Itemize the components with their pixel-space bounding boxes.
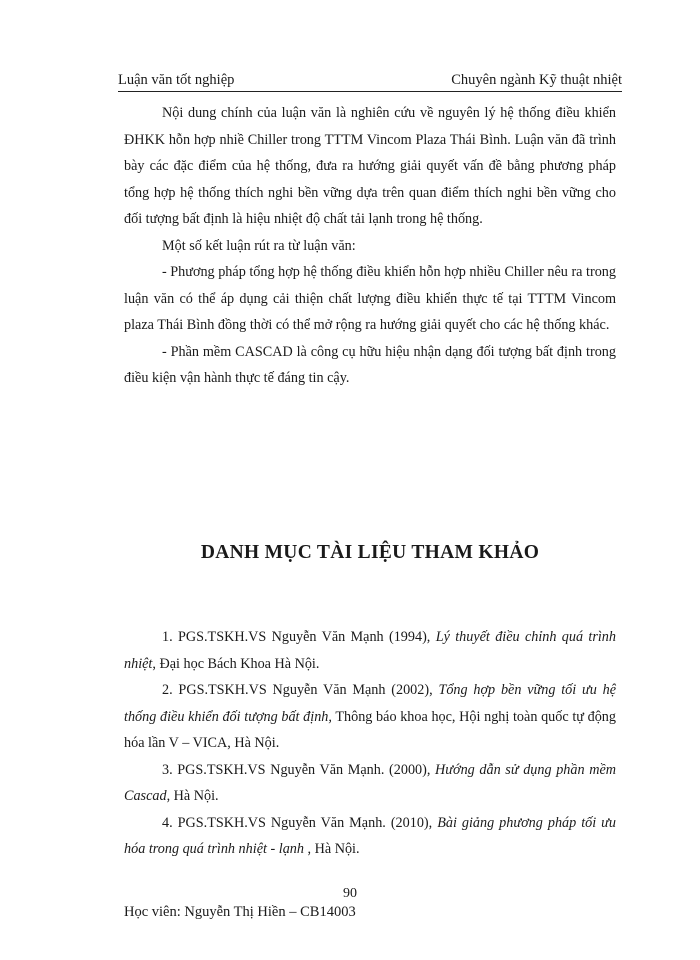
references-title: DANH MỤC TÀI LIỆU THAM KHẢO — [200, 542, 540, 563]
reference-item: 3. PGS.TSKH.VS Nguyễn Văn Mạnh. (2000), Hướng dẫn sử dụng phần mềm Cascad, Hà Nội. — [124, 761, 616, 804]
header-right: Chuyên ngành Kỹ thuật nhiệt — [451, 72, 622, 88]
page-footer: Học viên: Nguyễn Thị Hiền – CB14003 — [124, 904, 356, 920]
reference-item: 2. PGS.TSKH.VS Nguyễn Văn Mạnh (2002), Tổng hợp bền vững tối ưu hệ thống điều khiển đối tượng bất định, Thông báo khoa học, Hội nghị toàn quốc tự động hóa lần V – VICA, Hà Nội. — [124, 682, 616, 751]
conclusion-section — [124, 100, 616, 392]
reference-item: 1. PGS.TSKH.VS Nguyễn Văn Mạnh (1994), Lý thuyết điều chỉnh quá trình nhiệt, Đại học Bách Khoa Hà Nội. — [124, 629, 616, 672]
page-header — [118, 72, 622, 92]
header-left: Luận văn tốt nghiệp — [118, 72, 235, 88]
paragraph-summary: Nội dung chính của luận văn là nghiên cứu về nguyên lý hệ thống điều khiển ĐHKK hỗn hợp nhiề Chiller trong TTTM Vincom Plaza Thái Bình. Luận văn đã trình bày các đặc điểm của hệ thống, đưa ra hướng giải quyết vấn đề bằng phương pháp tổng hợp hệ thống thích nghi bền vững dựa trên quan điểm thích nghi bền vững cho đối tượng bất định là hiệu nhiệt độ chất tải lạnh trong hệ thống. — [124, 105, 616, 227]
references-list — [124, 624, 616, 863]
reference-item: 4. PGS.TSKH.VS Nguyễn Văn Mạnh. (2010), Bài giảng phương pháp tối ưu hóa trong quá trình nhiệt - lạnh , Hà Nội. — [124, 814, 617, 857]
paragraph-conclusion-2: - Phần mềm CASCAD là công cụ hữu hiệu nhận dạng đối tượng bất định trong điều kiện vận hành thực tế đáng tin cậy. — [124, 343, 616, 386]
page-number: 90 — [343, 886, 357, 901]
paragraph-conclusions-intro: Một số kết luận rút ra từ luận văn: — [162, 237, 356, 254]
paragraph-conclusion-1: - Phương pháp tổng hợp hệ thống điều khiển hỗn hợp nhiều Chiller nêu ra trong luận văn có thể áp dụng cải thiện chất lượng điều khiển thực tế tại TTTM Vincom plaza Thái Bình đồng thời có thể mở rộng ra hướng giải quyết cho các hệ thống khác. — [124, 264, 616, 333]
